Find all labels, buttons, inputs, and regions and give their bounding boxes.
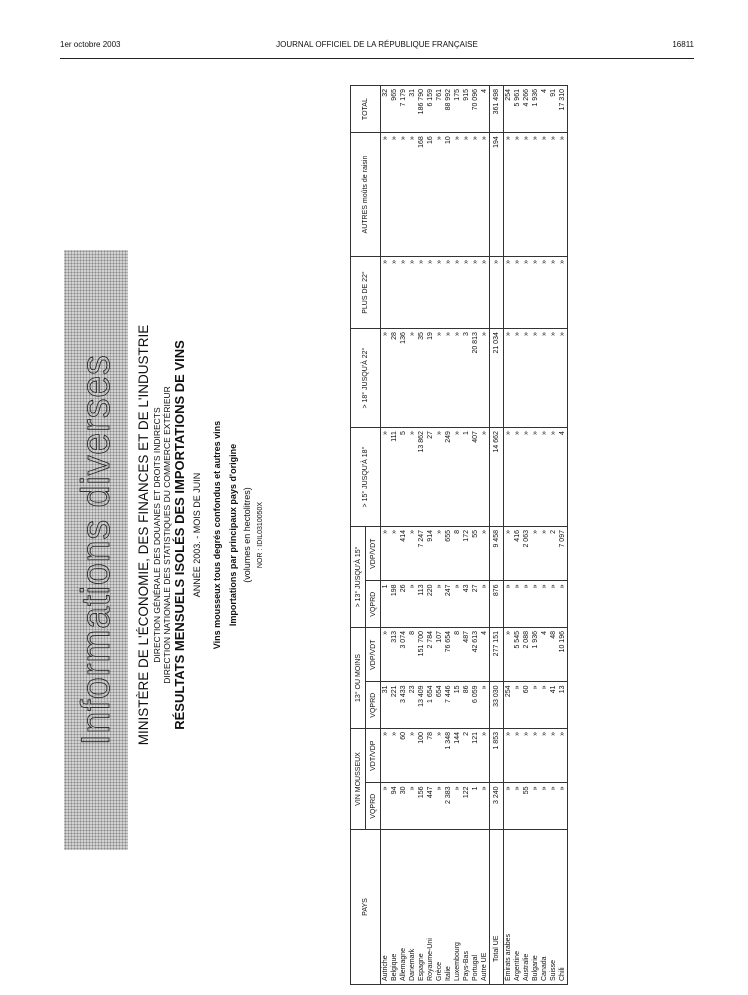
value-cell: »: [549, 428, 558, 527]
value-cell: 21 034: [490, 329, 504, 428]
value-cell: 3 433: [399, 682, 408, 729]
value-cell: 2 784: [426, 628, 435, 682]
value-cell: 416: [513, 527, 522, 581]
value-cell: 6 059: [471, 682, 480, 729]
value-cell: »: [531, 329, 540, 428]
value-cell: 254: [504, 86, 514, 133]
value-cell: »: [453, 133, 462, 257]
value-cell: 654: [435, 682, 444, 729]
value-cell: »: [522, 729, 531, 783]
value-cell: 33 030: [490, 682, 504, 729]
value-cell: »: [549, 256, 558, 328]
value-cell: 876: [490, 581, 504, 628]
table-row: [480, 86, 490, 985]
value-cell: »: [540, 329, 549, 428]
value-cell: 361 498: [490, 86, 504, 133]
value-cell: »: [504, 527, 514, 581]
value-cell: 122: [462, 783, 471, 830]
group-15-18: > 15° JUSQU'À 18°: [351, 428, 381, 527]
value-cell: 26: [399, 581, 408, 628]
value-cell: »: [540, 428, 549, 527]
country-name: Bulgarie: [531, 830, 540, 985]
value-cell: »: [399, 133, 408, 257]
value-cell: 8: [453, 628, 462, 682]
country-name: Danemark: [408, 830, 417, 985]
value-cell: 3: [462, 329, 471, 428]
value-cell: 86: [462, 682, 471, 729]
value-cell: 914: [426, 527, 435, 581]
header-rule: [60, 58, 694, 59]
value-cell: 1: [471, 783, 480, 830]
value-cell: 55: [522, 783, 531, 830]
value-cell: »: [549, 729, 558, 783]
value-cell: 8: [408, 628, 417, 682]
value-cell: »: [417, 256, 426, 328]
value-cell: »: [522, 428, 531, 527]
value-cell: »: [408, 329, 417, 428]
value-cell: »: [381, 428, 391, 527]
value-cell: »: [408, 527, 417, 581]
value-cell: 175: [453, 86, 462, 133]
group-13-15: > 13° JUSQU'À 15°: [351, 527, 366, 628]
value-cell: 220: [426, 581, 435, 628]
value-cell: »: [540, 133, 549, 257]
value-cell: »: [522, 581, 531, 628]
value-cell: 7 247: [417, 527, 426, 581]
value-cell: 91: [549, 86, 558, 133]
value-cell: »: [471, 256, 480, 328]
value-cell: »: [504, 256, 514, 328]
sub-vdtvdp: VDT/VDP: [366, 729, 381, 783]
value-cell: 1 936: [531, 628, 540, 682]
value-cell: 10 196: [558, 628, 568, 682]
table-row: [504, 86, 514, 985]
value-cell: »: [435, 329, 444, 428]
nor-reference: NOR : IDIL0310050X: [256, 501, 264, 569]
value-cell: »: [504, 729, 514, 783]
period: ANNÉE 2003. - MOIS DE JUIN: [192, 472, 203, 598]
group-13-ou-moins: 13° OU MOINS: [351, 628, 366, 729]
value-cell: »: [381, 329, 391, 428]
value-cell: »: [549, 329, 558, 428]
table-row: [453, 86, 462, 985]
value-cell: »: [513, 329, 522, 428]
value-cell: 41: [549, 682, 558, 729]
value-cell: »: [408, 783, 417, 830]
value-cell: »: [435, 783, 444, 830]
value-cell: 168: [417, 133, 426, 257]
value-cell: »: [462, 133, 471, 257]
value-cell: »: [504, 428, 514, 527]
value-cell: »: [453, 581, 462, 628]
sub-vdpvdt: VDP/VDT: [366, 527, 381, 581]
value-cell: 965: [390, 86, 399, 133]
value-cell: 14 662: [490, 428, 504, 527]
value-cell: 194: [490, 133, 504, 257]
table-row: [531, 86, 540, 985]
value-cell: 78: [426, 729, 435, 783]
value-cell: »: [540, 256, 549, 328]
value-cell: 13: [558, 682, 568, 729]
value-cell: 15: [453, 682, 462, 729]
country-name: Portugal: [471, 830, 480, 985]
value-cell: »: [381, 628, 391, 682]
country-name: Suisse: [549, 830, 558, 985]
value-cell: 100: [417, 729, 426, 783]
direction-1: DIRECTION GÉNÉRALE DES DOUANES ET DROITS INDIRECTS: [151, 407, 162, 663]
total-row: [490, 86, 504, 985]
value-cell: »: [471, 133, 480, 257]
table-row: [513, 86, 522, 985]
value-cell: 31: [381, 682, 391, 729]
value-cell: 94: [390, 783, 399, 830]
value-cell: 198: [390, 581, 399, 628]
sub-vdpvdt: VDP/VDT: [366, 628, 381, 682]
country-name: Grèce: [435, 830, 444, 985]
value-cell: 247: [444, 581, 453, 628]
country-name: Italie: [444, 830, 453, 985]
value-cell: »: [504, 329, 514, 428]
value-cell: 221: [390, 682, 399, 729]
value-cell: »: [462, 256, 471, 328]
subtitle-1: Vins mousseux tous degrés confondus et autres vins: [211, 420, 222, 650]
col-total: TOTAL: [351, 86, 381, 133]
value-cell: »: [381, 729, 391, 783]
value-cell: 1 936: [531, 86, 540, 133]
value-cell: 4: [480, 86, 490, 133]
value-cell: 172: [462, 527, 471, 581]
value-cell: »: [540, 682, 549, 729]
group-mousseux: VIN MOUSSEUX: [351, 729, 366, 830]
value-cell: »: [444, 256, 453, 328]
value-cell: »: [453, 256, 462, 328]
value-cell: 13 862: [417, 428, 426, 527]
value-cell: 5 961: [513, 86, 522, 133]
value-cell: »: [435, 133, 444, 257]
value-cell: »: [480, 682, 490, 729]
value-cell: 2 088: [522, 628, 531, 682]
value-cell: »: [480, 783, 490, 830]
banner-text: Informations diverses: [73, 354, 118, 746]
value-cell: »: [513, 729, 522, 783]
value-cell: 27: [471, 581, 480, 628]
title-block: [136, 75, 265, 995]
value-cell: 23: [408, 682, 417, 729]
value-cell: »: [390, 729, 399, 783]
value-cell: »: [480, 329, 490, 428]
value-cell: »: [504, 628, 514, 682]
value-cell: 3 240: [490, 783, 504, 830]
value-cell: 655: [444, 527, 453, 581]
sub-vqprd: VQPRD: [366, 581, 381, 628]
value-cell: »: [558, 581, 568, 628]
subtitle-2: Importations par principaux pays d'origine: [227, 443, 238, 627]
main-title: RÉSULTATS MENSUELS ISOLÉS DES IMPORTATIONS DE VINS: [171, 340, 187, 730]
value-cell: »: [522, 329, 531, 428]
value-cell: »: [513, 581, 522, 628]
value-cell: »: [453, 329, 462, 428]
col-pays: PAYS: [351, 830, 381, 985]
value-cell: 121: [471, 729, 480, 783]
value-cell: »: [513, 682, 522, 729]
value-cell: »: [480, 729, 490, 783]
value-cell: »: [549, 783, 558, 830]
value-cell: »: [558, 329, 568, 428]
value-cell: 3 074: [399, 628, 408, 682]
value-cell: »: [453, 428, 462, 527]
value-cell: »: [490, 256, 504, 328]
country-name: Canada: [540, 830, 549, 985]
value-cell: 7 097: [558, 527, 568, 581]
value-cell: »: [540, 527, 549, 581]
country-name: Autriche: [381, 830, 391, 985]
value-cell: 4: [558, 428, 568, 527]
value-cell: 111: [390, 428, 399, 527]
value-cell: »: [531, 682, 540, 729]
value-cell: 277 151: [490, 628, 504, 682]
value-cell: 136: [399, 329, 408, 428]
value-cell: 113: [417, 581, 426, 628]
value-cell: »: [549, 581, 558, 628]
units-note: (volumes en hectolitres): [242, 487, 253, 583]
value-cell: 6 159: [426, 86, 435, 133]
value-cell: 43: [462, 581, 471, 628]
value-cell: 5: [399, 428, 408, 527]
value-cell: 60: [399, 729, 408, 783]
table-row: [381, 86, 391, 985]
value-cell: »: [480, 428, 490, 527]
value-cell: 407: [471, 428, 480, 527]
value-cell: 2: [462, 729, 471, 783]
value-cell: »: [390, 133, 399, 257]
group-plus-22: PLUS DE 22°: [351, 256, 381, 328]
value-cell: 254: [504, 682, 514, 729]
country-name: Autre UE: [480, 830, 490, 985]
value-cell: 915: [462, 86, 471, 133]
value-cell: »: [558, 729, 568, 783]
value-cell: »: [381, 783, 391, 830]
value-cell: 28: [390, 329, 399, 428]
page-header: [60, 40, 694, 54]
table-body: [381, 86, 568, 985]
value-cell: »: [504, 783, 514, 830]
value-cell: 2: [549, 527, 558, 581]
value-cell: 32: [381, 86, 391, 133]
value-cell: 107: [435, 628, 444, 682]
value-cell: 10: [444, 133, 453, 257]
table-row: [426, 86, 435, 985]
value-cell: 144: [453, 729, 462, 783]
value-cell: »: [558, 783, 568, 830]
value-cell: 156: [417, 783, 426, 830]
country-name: Pays-Bas: [462, 830, 471, 985]
value-cell: 17 310: [558, 86, 568, 133]
value-cell: »: [513, 256, 522, 328]
section-banner: [64, 250, 128, 850]
value-cell: »: [531, 527, 540, 581]
rotated-page-content: [44, 75, 704, 995]
group-18-22: > 18° JUSQU'À 22°: [351, 329, 381, 428]
value-cell: »: [381, 133, 391, 257]
value-cell: 76 654: [444, 628, 453, 682]
value-cell: »: [408, 256, 417, 328]
value-cell: »: [435, 256, 444, 328]
value-cell: 1 853: [490, 729, 504, 783]
table-row: [522, 86, 531, 985]
table-row: [558, 86, 568, 985]
value-cell: 761: [435, 86, 444, 133]
value-cell: 1: [381, 581, 391, 628]
country-name: Total UE: [490, 830, 504, 985]
value-cell: »: [558, 133, 568, 257]
table-row: [390, 86, 399, 985]
value-cell: 414: [399, 527, 408, 581]
value-cell: »: [531, 729, 540, 783]
value-cell: 186 790: [417, 86, 426, 133]
value-cell: 70 096: [471, 86, 480, 133]
value-cell: 4: [540, 86, 549, 133]
group-autres: AUTRES moûts de raisin: [351, 133, 381, 257]
country-name: Chili: [558, 830, 568, 985]
value-cell: »: [480, 527, 490, 581]
value-cell: 42 613: [471, 628, 480, 682]
table-row: [540, 86, 549, 985]
value-cell: »: [504, 133, 514, 257]
value-cell: 447: [426, 783, 435, 830]
value-cell: 2 383: [444, 783, 453, 830]
value-cell: »: [522, 133, 531, 257]
value-cell: 1 654: [426, 682, 435, 729]
value-cell: »: [444, 329, 453, 428]
journal-title: JOURNAL OFFICIEL DE LA RÉPUBLIQUE FRANÇAISE: [276, 40, 478, 49]
table-row: [462, 86, 471, 985]
value-cell: »: [408, 133, 417, 257]
country-name: Espagne: [417, 830, 426, 985]
value-cell: 8: [453, 527, 462, 581]
value-cell: 1 348: [444, 729, 453, 783]
value-cell: 151 700: [417, 628, 426, 682]
table-row: [435, 86, 444, 985]
country-name: Australie: [522, 830, 531, 985]
value-cell: »: [435, 581, 444, 628]
value-cell: »: [531, 133, 540, 257]
value-cell: 31: [408, 86, 417, 133]
value-cell: »: [399, 256, 408, 328]
value-cell: »: [531, 256, 540, 328]
table-row: [417, 86, 426, 985]
value-cell: »: [381, 527, 391, 581]
value-cell: »: [540, 729, 549, 783]
value-cell: 88 992: [444, 86, 453, 133]
value-cell: »: [453, 783, 462, 830]
value-cell: »: [513, 133, 522, 257]
value-cell: 55: [471, 527, 480, 581]
table-row: [399, 86, 408, 985]
value-cell: »: [390, 527, 399, 581]
value-cell: »: [381, 256, 391, 328]
value-cell: 487: [462, 628, 471, 682]
value-cell: 4: [540, 628, 549, 682]
value-cell: »: [426, 256, 435, 328]
value-cell: »: [513, 428, 522, 527]
value-cell: »: [531, 428, 540, 527]
value-cell: »: [480, 256, 490, 328]
value-cell: »: [480, 133, 490, 257]
sub-vqprd: VQPRD: [366, 682, 381, 729]
value-cell: »: [390, 256, 399, 328]
value-cell: 30: [399, 783, 408, 830]
value-cell: »: [504, 581, 514, 628]
value-cell: 249: [444, 428, 453, 527]
value-cell: »: [513, 783, 522, 830]
page-number: 16811: [672, 40, 694, 49]
value-cell: 5 545: [513, 628, 522, 682]
value-cell: 60: [522, 682, 531, 729]
value-cell: 313: [390, 628, 399, 682]
country-name: Belgique: [390, 830, 399, 985]
value-cell: 27: [426, 428, 435, 527]
value-cell: 13 409: [417, 682, 426, 729]
value-cell: »: [408, 428, 417, 527]
value-cell: 35: [417, 329, 426, 428]
imports-table: [350, 85, 568, 985]
value-cell: 4: [480, 628, 490, 682]
value-cell: »: [522, 256, 531, 328]
value-cell: 7 179: [399, 86, 408, 133]
value-cell: »: [549, 133, 558, 257]
value-cell: »: [408, 729, 417, 783]
country-name: Luxembourg: [453, 830, 462, 985]
value-cell: 1: [462, 428, 471, 527]
value-cell: »: [540, 581, 549, 628]
value-cell: »: [480, 581, 490, 628]
value-cell: »: [531, 581, 540, 628]
value-cell: 16: [426, 133, 435, 257]
value-cell: 9 458: [490, 527, 504, 581]
table-row: [549, 86, 558, 985]
value-cell: 4 266: [522, 86, 531, 133]
table-row: [471, 86, 480, 985]
value-cell: »: [540, 783, 549, 830]
value-cell: »: [408, 581, 417, 628]
value-cell: 20 813: [471, 329, 480, 428]
ministry-title: MINISTÈRE DE L'ÉCONOMIE, DES FINANCES ET DE L'INDUSTRIE: [136, 324, 151, 746]
table-row: [444, 86, 453, 985]
value-cell: 2 063: [522, 527, 531, 581]
value-cell: »: [435, 428, 444, 527]
country-name: Royaume-Uni: [426, 830, 435, 985]
value-cell: »: [558, 256, 568, 328]
value-cell: »: [435, 729, 444, 783]
value-cell: 19: [426, 329, 435, 428]
country-name: Argentine: [513, 830, 522, 985]
direction-2: DIRECTION NATIONALE DES STATISTIQUES DU COMMERCE EXTÉRIEUR: [161, 386, 172, 684]
table-row: [408, 86, 417, 985]
country-name: Allemagne: [399, 830, 408, 985]
value-cell: »: [531, 783, 540, 830]
country-name: Émirats arabes: [504, 830, 514, 985]
issue-date: 1er octobre 2003: [60, 40, 121, 49]
sub-vqprd: VQPRD: [366, 783, 381, 830]
value-cell: 7 446: [444, 682, 453, 729]
value-cell: »: [435, 527, 444, 581]
value-cell: 48: [549, 628, 558, 682]
